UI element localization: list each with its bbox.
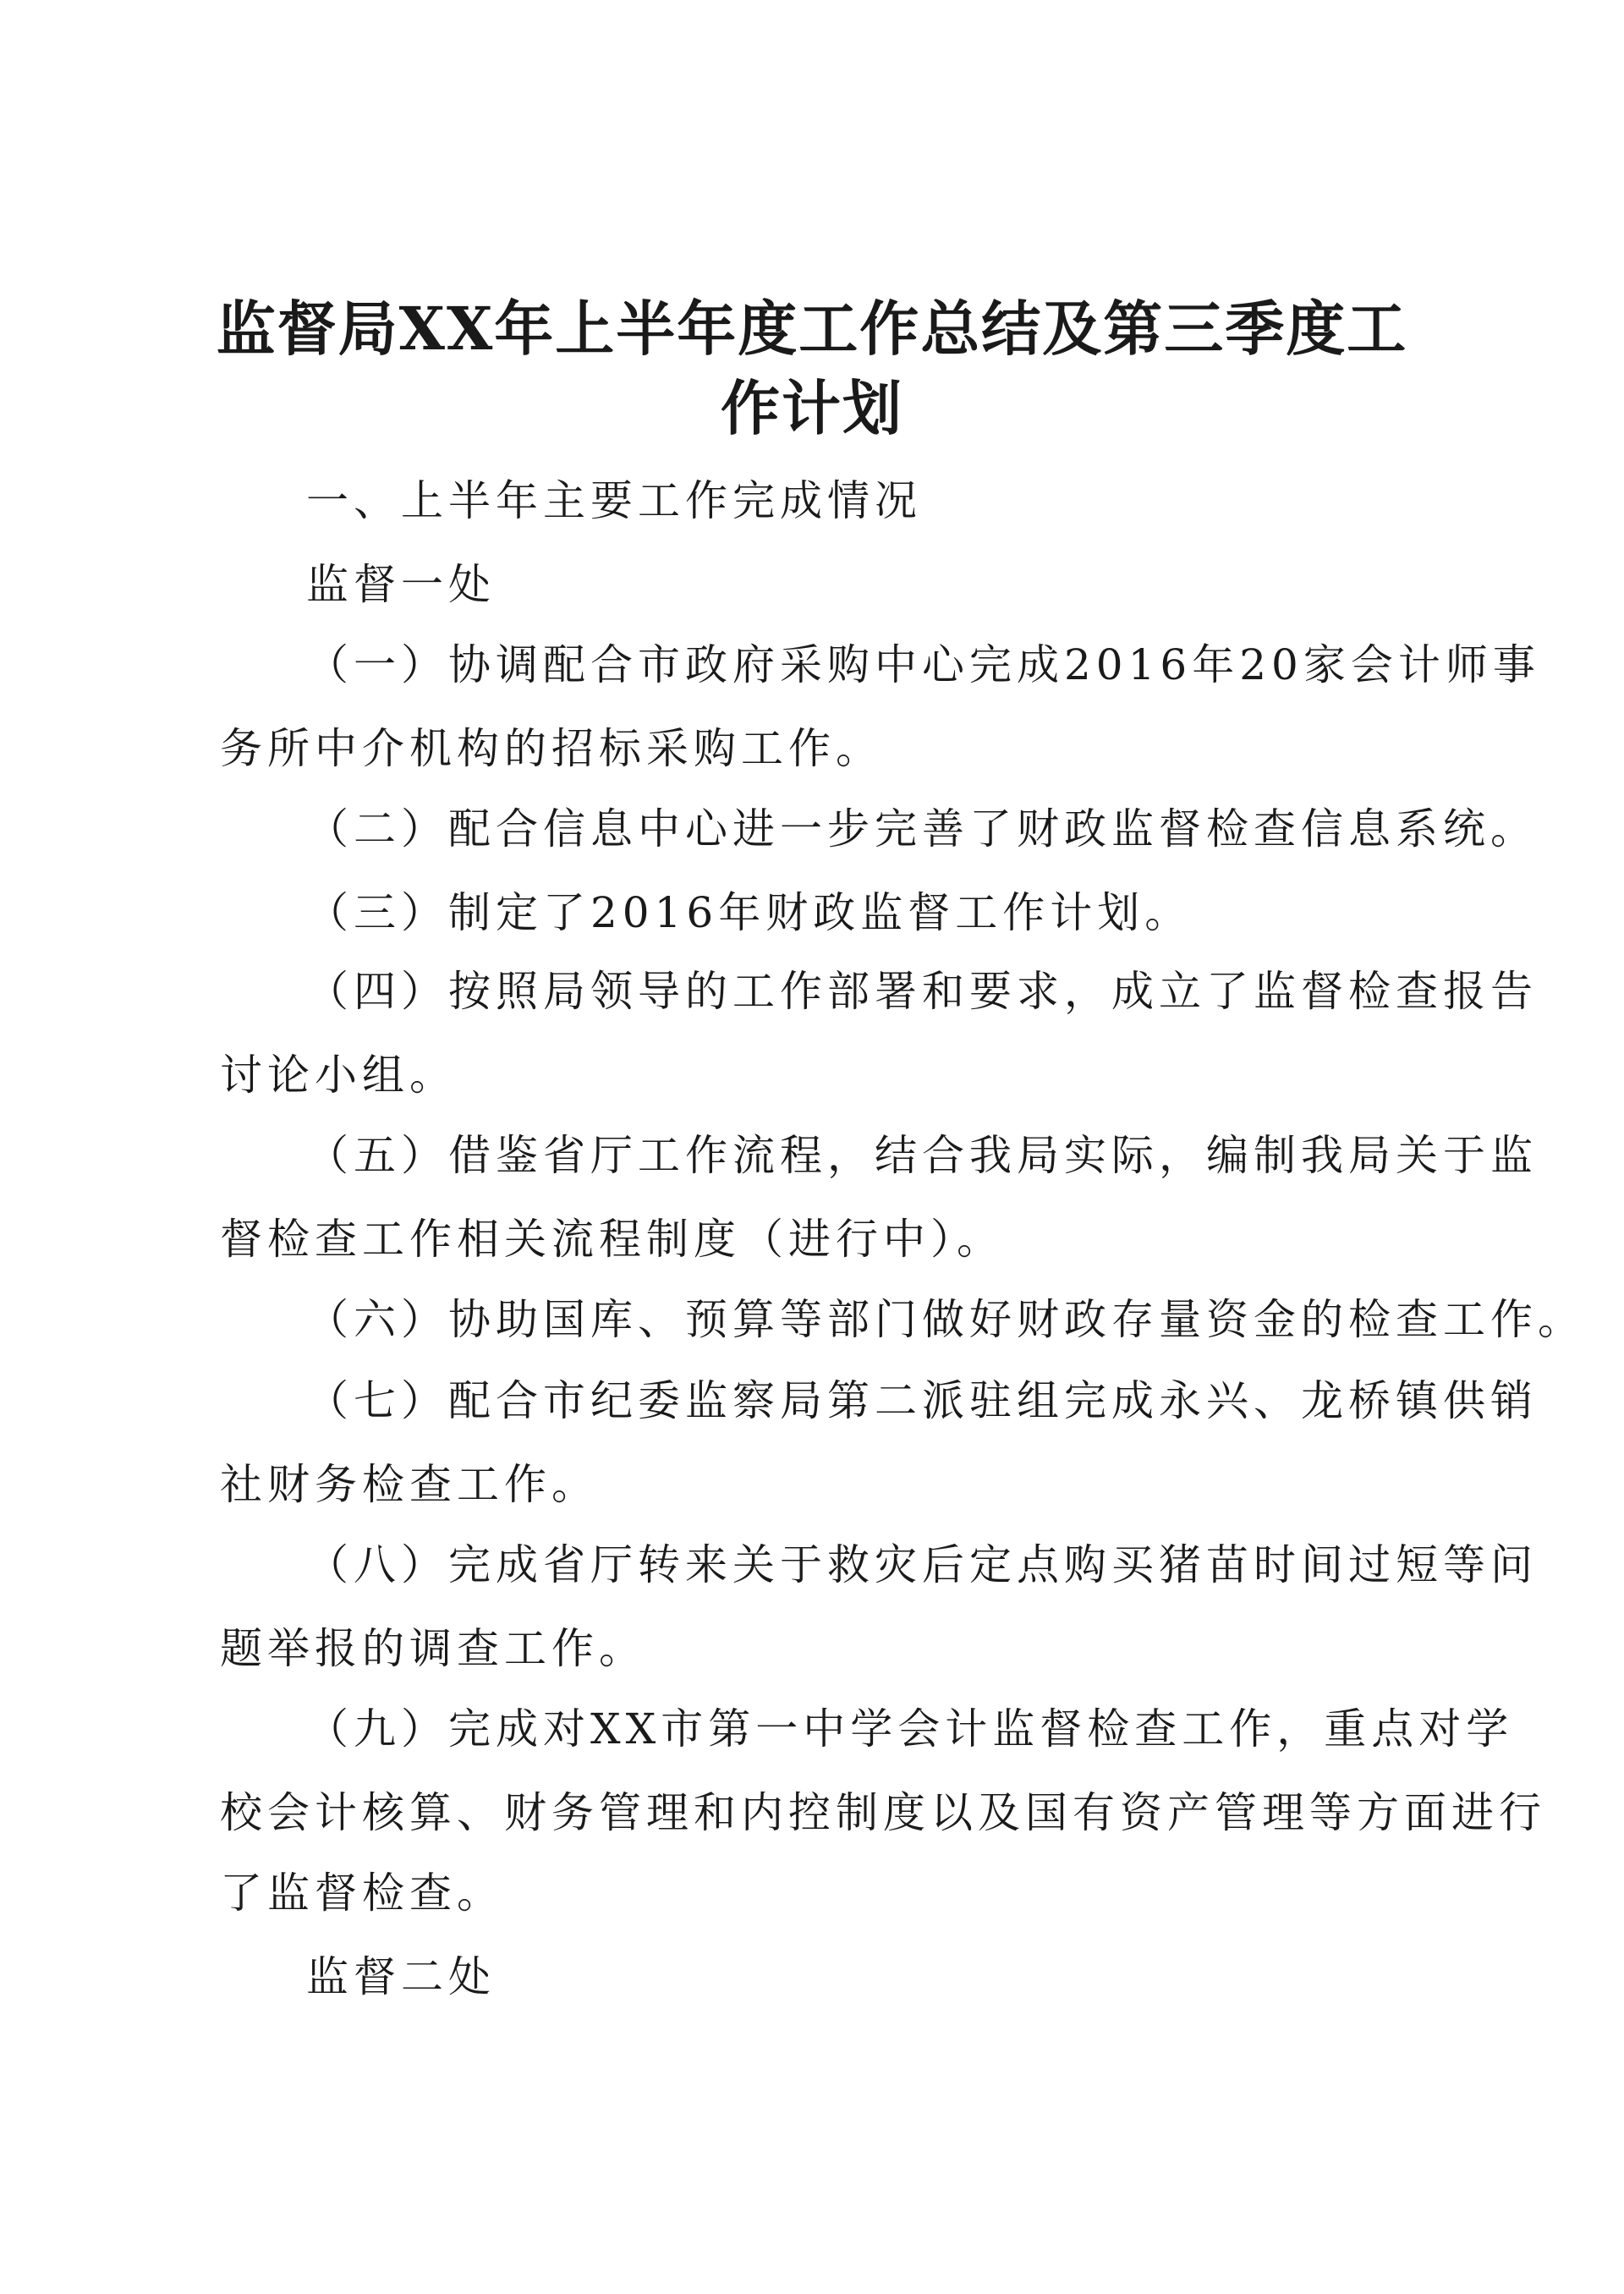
section-heading: 一、上半年主要工作完成情况 [306, 476, 922, 525]
paragraph-line: 务所中介机构的招标采购工作。 [220, 724, 883, 773]
paragraph-line: 社财务检查工作。 [220, 1460, 599, 1509]
paragraph-line: 督检查工作相关流程制度（进行中）。 [220, 1215, 1004, 1264]
paragraph-line: 了监督检查。 [220, 1869, 504, 1918]
document-title-line-1: 监督局XX年上半年度工作总结及第三季度工 [216, 294, 1408, 364]
paragraph-line: （八）完成省厅转来关于救灾后定点购买猪苗时间过短等问 [306, 1540, 1538, 1589]
paragraph-line: 讨论小组。 [220, 1051, 457, 1100]
paragraph-line: （四）按照局领导的工作部署和要求，成立了监督检查报告 [306, 967, 1538, 1016]
paragraph-line: 校会计核算、财务管理和内控制度以及国有资产管理等方面进行 [220, 1788, 1546, 1837]
department-heading-1: 监督一处 [306, 560, 496, 609]
paragraph-line: （一）协调配合市政府采购中心完成2016年20家会计师事 [306, 640, 1540, 689]
paragraph-line: （九）完成对XX市第一中学会计监督检查工作，重点对学 [306, 1704, 1514, 1753]
paragraph-line: 题举报的调查工作。 [220, 1624, 646, 1673]
paragraph-line: （三）制定了2016年财政监督工作计划。 [306, 888, 1193, 937]
department-heading-2: 监督二处 [306, 1952, 496, 2001]
paragraph-line: （二）配合信息中心进一步完善了财政监督检查信息系统。 [306, 804, 1538, 853]
document-title-line-2: 作计划 [721, 373, 903, 443]
paragraph-line: （七）配合市纪委监察局第二派驻组完成永兴、龙桥镇供销 [306, 1376, 1538, 1425]
paragraph-line: （六）协助国库、预算等部门做好财政存量资金的检查工作。 [306, 1295, 1585, 1344]
paragraph-line: （五）借鉴省厅工作流程，结合我局实际，编制我局关于监 [306, 1131, 1538, 1180]
